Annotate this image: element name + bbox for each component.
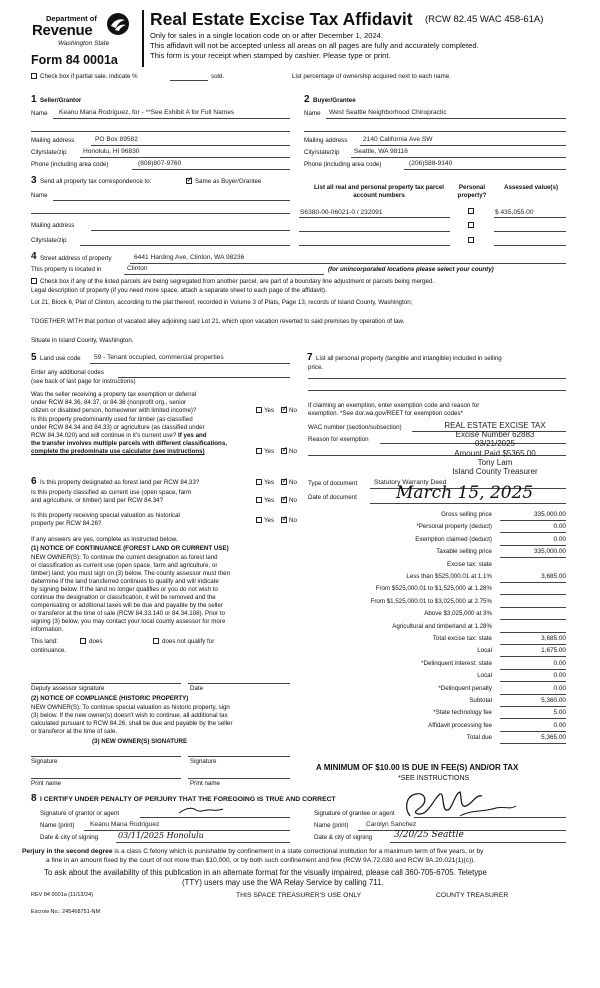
tax-row-label: Total excise tax: state bbox=[432, 635, 492, 642]
tax-row-value[interactable]: 335,000.00 bbox=[534, 548, 566, 556]
buyer-phone-label: Phone (including area code) bbox=[304, 161, 382, 168]
reason-label: Reason for exemption bbox=[308, 436, 369, 443]
tax-row-value[interactable]: 0.00 bbox=[553, 721, 566, 729]
historic-body-2: calculated pursuant to RCW 84.26, shall be due and payable by the seller bbox=[31, 720, 233, 727]
see-instructions-note: *SEE INSTRUCTIONS bbox=[398, 775, 470, 782]
street-line bbox=[130, 263, 566, 264]
tax-row bbox=[300, 635, 566, 645]
wac-label: WAC number (section/subsection) bbox=[308, 424, 402, 431]
buyer-name-line bbox=[326, 118, 566, 119]
grantor-date-label: Date & city of signing bbox=[40, 834, 99, 841]
yes-instructions-note: If any answers are yes, complete as instructed below. bbox=[31, 536, 178, 543]
segregated-checkbox[interactable] bbox=[31, 278, 37, 284]
owner-signature-1-field[interactable] bbox=[31, 756, 181, 757]
historic-q-2: property per RCW 84.26? bbox=[31, 520, 102, 527]
partial-note: List percentage of ownership acquired next to each name. bbox=[292, 73, 451, 80]
grantee-date-label: Date & city of signing bbox=[314, 834, 373, 841]
continuance-body-8: signing (3) below, you may contact your local county assessor for more bbox=[31, 618, 226, 625]
continuance-body-5: continue the designation or classification, it will be removed and the bbox=[31, 594, 216, 601]
seller-mailing-field[interactable]: PO Box 89582 bbox=[95, 136, 138, 143]
timber-no-checkbox[interactable] bbox=[281, 448, 287, 454]
street-label: Street address of property bbox=[40, 255, 112, 262]
tax-row-value[interactable]: 0.00 bbox=[553, 672, 566, 680]
tax-row bbox=[300, 660, 566, 670]
deputy-date-field[interactable] bbox=[188, 683, 290, 684]
personal-property-field-2[interactable] bbox=[308, 390, 566, 391]
correspondence-label: Send all property tax correspondence to: bbox=[40, 178, 152, 185]
seller-city-label: City/state/zip bbox=[31, 149, 67, 156]
grantor-date-field[interactable]: 03/11/2025 Honolulu bbox=[118, 831, 204, 840]
owner-print-1-label: Print name bbox=[31, 780, 61, 787]
section-6-number: 6 bbox=[31, 476, 37, 487]
logo-dept: Department of bbox=[46, 14, 97, 23]
doc-type-label: Type of document bbox=[308, 480, 358, 487]
historic-body-0: NEW OWNER(S): To continue special valuation as historic property, sign bbox=[31, 704, 230, 711]
does-not-qualify-checkbox[interactable] bbox=[153, 638, 159, 644]
corr-mailing-label: Mailing address bbox=[31, 222, 75, 229]
tax-row bbox=[300, 623, 566, 633]
timber-q-4: the transfer involves multiple parcels with different classifications, bbox=[31, 440, 227, 447]
tax-row-label: Less than $525,000.01 at 1.1% bbox=[406, 573, 492, 580]
legal-description-2: TOGETHER WITH that portion of vacated alley adjoining said Lot 21, which upon vacation reverted to said premises by operation of law. bbox=[31, 318, 405, 325]
parcel-number-2[interactable] bbox=[299, 231, 450, 232]
buyer-mailing-label: Mailing address bbox=[304, 137, 348, 144]
tax-row-line bbox=[500, 669, 566, 670]
logo-state: Washington State bbox=[58, 40, 110, 47]
grantee-name-field[interactable]: Carolyn Sanchez bbox=[366, 821, 417, 828]
forest-no-checkbox[interactable] bbox=[281, 479, 287, 485]
legal-description-3: Situate in Island County, Washington. bbox=[31, 337, 134, 344]
tax-row-label: *Delinquent penalty bbox=[438, 684, 492, 692]
seller-city-field[interactable]: Honolulu, HI 96830 bbox=[83, 148, 140, 155]
revenue-logo-icon bbox=[106, 12, 130, 36]
same-as-buyer-checkbox[interactable] bbox=[186, 178, 192, 184]
current-use-yes-checkbox[interactable] bbox=[256, 497, 262, 503]
partial-sold-label: sold. bbox=[211, 73, 225, 80]
continuance-body-6: compensating or additional taxes will be due and payable by the seller bbox=[31, 602, 223, 609]
grantee-date-line bbox=[390, 842, 566, 843]
grantor-sig-label: Signature of grantor or agent bbox=[40, 810, 120, 817]
buyer-mailing-line bbox=[360, 145, 566, 146]
tax-row-value[interactable]: 0.00 bbox=[553, 535, 566, 543]
seller-name-line bbox=[53, 118, 290, 119]
tax-row bbox=[300, 585, 566, 595]
tax-row bbox=[300, 511, 566, 521]
buyer-city-label: City/state/zip bbox=[304, 149, 340, 156]
seller-phone-line bbox=[132, 169, 290, 170]
tax-row-label: Above $3,025,000 at 3% bbox=[424, 610, 492, 618]
stamp-line-2: Excise Number 62883 bbox=[455, 430, 535, 440]
tax-row bbox=[300, 709, 566, 719]
historic-q-1: Is this property receiving special valuation as historical bbox=[31, 512, 180, 519]
corr-city-field[interactable] bbox=[80, 245, 290, 246]
tax-row-label: Taxable selling price bbox=[436, 548, 492, 556]
assessed-value-2[interactable] bbox=[494, 231, 566, 232]
seller-mailing-label: Mailing address bbox=[31, 137, 75, 144]
parcel-number-1[interactable]: S6380-00-06021-0 / 232091 bbox=[300, 209, 383, 216]
section-2-heading: Buyer/Grantee bbox=[313, 97, 356, 104]
doc-date-line bbox=[370, 503, 566, 504]
assessed-line-1 bbox=[494, 217, 566, 218]
tax-row-label: Agricultural and timberland at 1.28% bbox=[392, 622, 492, 630]
header-line-3: This form is your receipt when stamped by cashier. Please type or print. bbox=[150, 51, 391, 60]
section-2-number: 2 bbox=[304, 94, 310, 105]
doc-type-field[interactable]: Statutory Warranty Deed bbox=[374, 479, 447, 486]
form-revision: REV 84 0001a (11/13/24) bbox=[31, 892, 93, 898]
landuse-line bbox=[90, 363, 290, 364]
stamp-line-3: 03/21/2025 bbox=[474, 439, 516, 449]
grantor-name-label: Name (print) bbox=[40, 822, 75, 829]
historic-yes-checkbox[interactable] bbox=[256, 517, 262, 523]
personal-property-field-1[interactable] bbox=[308, 378, 566, 379]
tax-row-label: Local bbox=[477, 647, 492, 655]
historic-yes-label: Yes bbox=[264, 517, 275, 524]
section-7-number: 7 bbox=[307, 352, 313, 363]
accessibility-line-2: (TTY) users may use the WA Relay Service by calling 711. bbox=[182, 878, 384, 887]
continuance-body-4: by signing below. If the land no longer qualifies or you do not wish to bbox=[31, 586, 218, 593]
buyer-name-line-2 bbox=[304, 131, 566, 132]
buyer-name-field[interactable]: West Seattle Neighborhood Chiropractic bbox=[329, 109, 447, 116]
grantee-name-label: Name (print) bbox=[314, 822, 349, 829]
corr-city-label: City/state/zip bbox=[31, 237, 67, 244]
new-owner-sig-title: (3) NEW OWNER(S) SIGNATURE bbox=[92, 738, 188, 745]
section-8-number: 8 bbox=[31, 793, 37, 804]
tax-row-label: Gross selling price bbox=[441, 511, 492, 518]
owner-print-2-field[interactable] bbox=[188, 778, 290, 779]
timber-q-3: RCW 84.34.020) and will continue in it's current use? If yes and bbox=[31, 432, 207, 439]
street-field[interactable]: 6441 Harding Ave, Clinton, WA 98236 bbox=[134, 254, 245, 261]
tax-row bbox=[300, 523, 566, 533]
personal-checkbox-1[interactable] bbox=[468, 208, 474, 214]
tax-row-label: *Personal property (deduct) bbox=[416, 523, 492, 531]
form-title: Real Estate Excise Tax Affidavit bbox=[150, 9, 413, 29]
tax-row-line bbox=[500, 644, 566, 645]
tax-row-line bbox=[500, 706, 566, 707]
buyer-phone-line bbox=[404, 169, 566, 170]
tax-row-line bbox=[500, 619, 566, 620]
historic-body-3: or transferor at the time of sale. bbox=[31, 728, 117, 735]
timber-q-5: complete the predominate use calculator (see instructions) bbox=[31, 448, 205, 455]
tax-row bbox=[300, 561, 566, 571]
header-line-1: Only for sales in a single location code on or after December 1, 2024. bbox=[150, 31, 384, 40]
parcel-col-header: List all real and personal property tax parcel account numbers bbox=[314, 184, 444, 200]
corr-mailing-field[interactable] bbox=[91, 230, 290, 231]
exemption-no-label: No bbox=[289, 407, 297, 414]
deputy-signature-field[interactable] bbox=[31, 683, 181, 684]
owner-signature-1-label: Signature bbox=[31, 758, 58, 765]
section-3-number: 3 bbox=[31, 175, 37, 186]
historic-no-label: No bbox=[289, 517, 297, 524]
located-field[interactable]: Clinton bbox=[127, 265, 148, 272]
grantor-name-field[interactable]: Keanu Mana Rodriguez bbox=[90, 821, 160, 828]
timber-q-2: under RCW 84.34 and 84.33) or agriculture (as classified under bbox=[31, 424, 205, 431]
tax-row-line bbox=[500, 718, 566, 719]
header-line-2: This affidavit will not be accepted unless all areas on all pages are fully and accurately completed. bbox=[150, 41, 479, 50]
located-line bbox=[124, 274, 324, 275]
forest-yes-checkbox[interactable] bbox=[256, 479, 262, 485]
parcel-number-3[interactable] bbox=[299, 245, 450, 246]
section-4-number: 4 bbox=[31, 251, 37, 262]
assessed-col-header: Assessed value(s) bbox=[504, 184, 558, 191]
perjury-line-1: Perjury in the second degree is a class C felony which is punishable by confinement in a state correctional institution for a maximum term of five years, or by bbox=[22, 848, 484, 855]
tax-row-line bbox=[500, 632, 566, 633]
seller-mailing-line bbox=[91, 145, 290, 146]
seller-phone-label: Phone (including area code) bbox=[31, 161, 109, 168]
current-use-no-label: No bbox=[289, 497, 297, 504]
additional-codes-label: Enter any additional codes bbox=[31, 369, 104, 376]
grantor-date-line bbox=[116, 842, 290, 843]
owner-print-1-field[interactable] bbox=[31, 778, 181, 779]
tax-row-value[interactable]: 0.00 bbox=[553, 523, 566, 531]
deputy-signature-label: Deputy assessor signature bbox=[31, 685, 105, 692]
stamp-line-5: Tony Lam bbox=[477, 457, 513, 467]
tax-row bbox=[300, 685, 566, 695]
tax-row bbox=[300, 536, 566, 546]
exempt-instructions-1: If claiming an exemption, enter exemption code and reason for bbox=[308, 402, 480, 409]
tax-row-value[interactable]: 5.00 bbox=[553, 709, 566, 717]
historic-no-checkbox[interactable] bbox=[281, 517, 287, 523]
buyer-name-label: Name bbox=[304, 110, 321, 117]
personal-checkbox-3[interactable] bbox=[468, 237, 474, 243]
forest-no-label: No bbox=[289, 479, 297, 486]
form-title-ref: (RCW 82.45 WAC 458-61A) bbox=[425, 14, 544, 25]
seller-phone-field[interactable]: (808)807-9760 bbox=[138, 160, 182, 167]
historic-notice-title: (2) NOTICE OF COMPLIANCE (HISTORIC PROPERTY) bbox=[31, 695, 189, 702]
timber-yes-label: Yes bbox=[264, 448, 275, 455]
tax-row-label: Excise tax: state bbox=[446, 560, 492, 568]
exempt-instructions-2: exemption. *See dor.wa.gov/REET for exemption codes* bbox=[308, 410, 464, 417]
buyer-city-line bbox=[351, 157, 566, 158]
buyer-phone-field[interactable]: (206)588-9140 bbox=[409, 160, 453, 167]
tax-row-value[interactable]: 3,685.00 bbox=[541, 635, 566, 642]
tax-row-value[interactable]: 335,000.00 bbox=[534, 511, 566, 518]
grantor-signature-mark[interactable] bbox=[176, 804, 226, 818]
tax-row-line bbox=[500, 731, 566, 732]
tax-row bbox=[300, 734, 566, 744]
partial-sale-checkbox[interactable] bbox=[31, 73, 37, 79]
additional-codes-field[interactable] bbox=[118, 377, 290, 378]
tax-row-line bbox=[500, 743, 566, 744]
seller-name-line-2 bbox=[31, 131, 290, 132]
tax-row-line bbox=[500, 694, 566, 695]
forest-q1: Is this property designated as forest land per RCW 84.33? bbox=[40, 479, 200, 486]
doc-date-field[interactable]: March 15, 2025 bbox=[396, 483, 534, 503]
current-use-no-checkbox[interactable] bbox=[281, 497, 287, 503]
stamp-line-4: Amount Paid $5365.00 bbox=[454, 448, 536, 458]
exemption-yes-checkbox[interactable] bbox=[256, 407, 262, 413]
personal-col-header: Personal property? bbox=[457, 184, 487, 200]
continuance-label: continuance. bbox=[31, 647, 67, 654]
personal-property-label-2: price. bbox=[308, 364, 324, 371]
tax-row-value[interactable]: 5,360.00 bbox=[541, 697, 566, 704]
tax-row-line bbox=[500, 520, 566, 521]
owner-print-2-label: Print name bbox=[190, 780, 220, 787]
tax-row-label: *Delinquent interest: state bbox=[421, 659, 492, 667]
tax-row bbox=[300, 647, 566, 657]
perjury-line-2: a fine in an amount fixed by the court of not more than $10,000, or by both such confinement and fine (RCW 9A.72.030 and RCW 9A.20.021(1)(c)). bbox=[46, 857, 476, 864]
historic-body-1: (3) below. If the new owner(s) doesn't wish to continue, all additional tax bbox=[31, 712, 228, 719]
doc-date-label: Date of document bbox=[308, 494, 357, 501]
continuance-title: (1) NOTICE OF CONTINUANCE (FOREST LAND OR CURRENT USE) bbox=[31, 545, 229, 552]
forest-yes-label: Yes bbox=[264, 479, 275, 486]
minimum-fee-note: A MINIMUM OF $10.00 IS DUE IN FEE(S) AND/OR TAX bbox=[316, 763, 519, 772]
current-use-q-1: Is this property classified as current use (open space, farm bbox=[31, 489, 192, 496]
continuance-body-3: determine if the land transferred continues to qualify and will indicate bbox=[31, 578, 219, 585]
assessed-value-1[interactable]: $ 435,055.00 bbox=[495, 209, 534, 216]
form-number: Form 84 0001a bbox=[31, 53, 118, 67]
accessibility-line-1: To ask about the availability of this publication in an alternate format for the visually impaired, please call 360-705-6705. Teletype bbox=[44, 868, 487, 877]
tax-row-label: From $1,525,000.01 to $3,025,000 at 2.75% bbox=[370, 597, 492, 605]
tax-row-line bbox=[500, 557, 566, 558]
located-note: (for unincorporated locations please select your county) bbox=[328, 266, 494, 273]
legal-description-1: Lot 21, Block 6, Plat of Clinton, according to the plat thereof, recorded in Volume 3 of Plats, Page 13, records of Island County, Washington; bbox=[31, 299, 413, 306]
tax-row-line bbox=[500, 607, 566, 608]
tax-row-line bbox=[500, 532, 566, 533]
corr-name-field[interactable] bbox=[53, 200, 290, 201]
tax-row-label: Affidavit processing fee bbox=[428, 721, 492, 729]
owner-signature-2-label: Signature bbox=[190, 758, 217, 765]
tax-row bbox=[300, 548, 566, 558]
deputy-date-label: Date bbox=[190, 685, 204, 692]
tax-row bbox=[300, 610, 566, 620]
tax-row-value[interactable]: 5,365.00 bbox=[541, 734, 566, 742]
this-land-label: This land: bbox=[31, 638, 58, 645]
landuse-label: Land use code bbox=[40, 355, 81, 362]
tax-row-line bbox=[500, 656, 566, 657]
certify-heading: I CERTIFY UNDER PENALTY OF PERJURY THAT THE FOREGOING IS TRUE AND CORRECT bbox=[40, 796, 336, 803]
stamp-line-1: REAL ESTATE EXCISE TAX bbox=[444, 421, 546, 430]
treasurer-stamp bbox=[425, 421, 565, 476]
does-not-label: does not qualify for bbox=[162, 638, 215, 645]
seller-name-field[interactable]: Keanu Mana Rodriguez, for - **See Exhibit A for Full Names bbox=[59, 109, 235, 116]
exemption-no-checkbox[interactable] bbox=[281, 407, 287, 413]
tax-row-line bbox=[500, 681, 566, 682]
tax-row bbox=[300, 722, 566, 732]
buyer-mailing-field[interactable]: 2140 California Ave SW bbox=[363, 136, 433, 143]
tax-row-label: Exemption claimed (deduct) bbox=[415, 535, 492, 543]
exemption-q-3: citizen or disabled person, homeowner with limited income)? bbox=[31, 407, 197, 414]
continuance-body-9: information. bbox=[31, 626, 64, 633]
exemption-yes-label: Yes bbox=[264, 407, 275, 414]
additional-codes-hint: (see back of last page for instructions) bbox=[31, 378, 136, 385]
personal-property-label-1: List all personal property (tangible and intangible) included in selling bbox=[316, 355, 502, 362]
timber-q-1: Is this property predominantly used for timber (as classified bbox=[31, 416, 193, 423]
exemption-q-1: Was the seller receiving a property tax exemption or deferral bbox=[31, 391, 197, 398]
owner-signature-2-field[interactable] bbox=[188, 756, 290, 757]
buyer-city-field[interactable]: Seattle, WA 98116 bbox=[354, 148, 408, 155]
continuance-body-2: timber) land, you must sign on (3) below. The county assessor must then bbox=[31, 570, 231, 577]
timber-yes-checkbox[interactable] bbox=[256, 448, 262, 454]
seller-name-label: Name bbox=[31, 110, 48, 117]
grantee-date-field[interactable]: 3/20/25 Seattle bbox=[394, 830, 464, 840]
tax-row-value[interactable]: 1,675.00 bbox=[541, 647, 566, 655]
tax-row-value[interactable]: 3,685.00 bbox=[541, 573, 566, 580]
tax-row bbox=[300, 697, 566, 707]
tax-row-value[interactable]: 0.00 bbox=[553, 684, 566, 692]
partial-sale-label: Check box if partial sale, indicate % bbox=[40, 73, 138, 80]
grantee-sig-label: Signature of grantee or agent bbox=[314, 810, 395, 817]
tax-row bbox=[300, 672, 566, 682]
tax-row-value[interactable]: 0.00 bbox=[553, 659, 566, 667]
current-use-yes-label: Yes bbox=[264, 497, 275, 504]
corr-name-line-2 bbox=[31, 213, 290, 214]
located-label: This property is located in bbox=[31, 266, 102, 273]
tax-row-line bbox=[500, 594, 566, 595]
seller-city-line bbox=[80, 157, 290, 158]
tax-row-label: *State technology fee bbox=[433, 709, 492, 717]
legal-description-label: Legal description of property (if you need more space, attach a separate sheet to each page of the affidavit). bbox=[31, 287, 327, 294]
header-divider bbox=[142, 10, 144, 67]
timber-no-label: No bbox=[289, 448, 297, 455]
exemption-q-2: under RCW 84.36, 84.37, or 84.38 (nonprofit org., senior bbox=[31, 399, 187, 406]
segregated-label: Check box if any of the listed parcels are being segregated from another parcel, are part of a boundary line adjustment or parcels being merged. bbox=[40, 278, 435, 285]
grantee-signature-mark[interactable] bbox=[400, 786, 520, 822]
continuance-body-0: NEW OWNER(S): To continue the current designation as forest land bbox=[31, 554, 218, 561]
tax-row-label: From $525,000.01 to $1,525,000 at 1.28% bbox=[375, 585, 492, 593]
parcel-line-1 bbox=[299, 217, 450, 218]
partial-percent-field[interactable] bbox=[170, 80, 208, 81]
section-1-heading: Seller/Grantor bbox=[40, 97, 82, 104]
tax-row bbox=[300, 598, 566, 608]
tax-row bbox=[300, 573, 566, 583]
does-qualify-checkbox[interactable] bbox=[80, 638, 86, 644]
tax-row-line bbox=[500, 582, 566, 583]
tax-row-label: Local bbox=[477, 672, 492, 680]
tax-row-line bbox=[500, 545, 566, 546]
tax-row-label: Total due bbox=[466, 734, 492, 742]
does-label: does bbox=[89, 638, 103, 645]
section-1-number: 1 bbox=[31, 94, 37, 105]
tax-row-label: Subtotal bbox=[469, 697, 492, 704]
current-use-q-2: and agriculture, or timber) land per RCW 84.34? bbox=[31, 497, 164, 504]
county-treasurer-label: COUNTY TREASURER bbox=[436, 892, 509, 899]
logo-name: Revenue bbox=[32, 22, 93, 39]
same-as-buyer-label: Same as Buyer/Grantee bbox=[195, 178, 262, 185]
escrow-number: Escrow No.: 245468751-NM bbox=[31, 909, 101, 915]
treasurer-use-label: THIS SPACE TREASURER'S USE ONLY bbox=[236, 892, 362, 899]
landuse-field[interactable]: 59 - Tenant occupied, commercial properties bbox=[94, 354, 224, 361]
continuance-body-7: or transferor at the time of sale (RCW 84.33.140 or 84.34.108). Prior to bbox=[31, 610, 225, 617]
assessed-value-3[interactable] bbox=[494, 245, 566, 246]
continuance-body-1: or classification as current use (open space, farm and agriculture, or bbox=[31, 562, 218, 569]
stamp-line-6: Island County Treasurer bbox=[452, 466, 538, 476]
corr-name-label: Name bbox=[31, 192, 48, 199]
personal-checkbox-2[interactable] bbox=[468, 222, 474, 228]
section-5-number: 5 bbox=[31, 352, 37, 363]
